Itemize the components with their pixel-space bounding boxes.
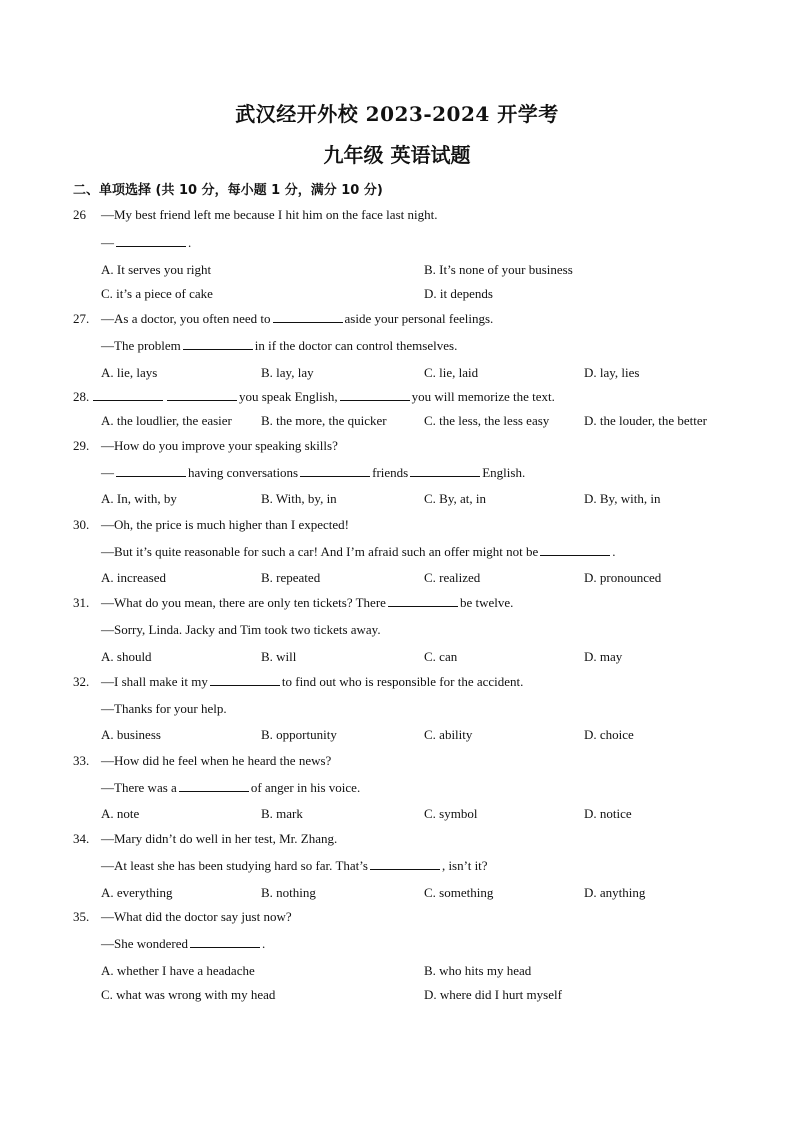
answer-option: D. where did I hurt myself [424, 987, 562, 1002]
answer-option: D. it depends [424, 286, 493, 301]
answer-option: A. note [101, 806, 140, 821]
question-number: 27. [73, 311, 90, 326]
question-line [101, 936, 265, 952]
answer-option: A. should [101, 649, 152, 664]
answer-blank [210, 674, 280, 686]
answer-option: D. choice [584, 727, 634, 742]
question-text: —At least she has been studying hard so far. That’s [101, 858, 368, 873]
question-number: 29. [73, 438, 90, 453]
question-number: 28. [73, 389, 90, 404]
question-text: —Oh, the price is much higher than I expected! [101, 517, 349, 532]
answer-option: B. the more, the quicker [261, 413, 387, 428]
question-text: friends [372, 465, 409, 480]
question-text: —Sorry, Linda. Jacky and Tim took two tickets away. [101, 622, 381, 637]
question-number: 33. [73, 753, 90, 768]
answer-option: A. In, with, by [101, 491, 177, 506]
answer-blank [340, 389, 410, 401]
question-number: 35. [73, 909, 90, 924]
answer-option: B. nothing [261, 885, 316, 900]
answer-blank [370, 858, 440, 870]
question-text: —The problem [101, 338, 181, 353]
question-line [101, 517, 349, 533]
question-line [101, 701, 227, 717]
question-text: . [612, 544, 616, 559]
answer-blank [300, 465, 370, 477]
answer-blank [179, 780, 249, 792]
question-number: 30. [73, 517, 90, 532]
question-text: —What do you mean, there are only ten tickets? There [101, 595, 386, 610]
answer-option: A. It serves you right [101, 262, 212, 277]
answer-option: B. who hits my head [424, 963, 532, 978]
answer-option: B. It’s none of your business [424, 262, 573, 277]
question-line [101, 438, 338, 454]
answer-option: A. increased [101, 570, 166, 585]
answer-option: C. ability [424, 727, 473, 742]
question-text: you speak English, [239, 389, 338, 404]
question-text: —I shall make it my [101, 674, 208, 689]
exam-subtitle: 九年级 英语试题 [323, 143, 471, 167]
question-text: —How do you improve your speaking skills? [101, 438, 338, 453]
question-text: having conversations [188, 465, 299, 480]
question-text: —Thanks for your help. [101, 701, 227, 716]
question-text: . [262, 936, 266, 951]
answer-blank [116, 465, 186, 477]
answer-option: B. repeated [261, 570, 321, 585]
answer-option: C. By, at, in [424, 491, 486, 506]
answer-blank [273, 311, 343, 323]
answer-option: A. lie, lays [101, 365, 158, 380]
question-line [101, 544, 616, 560]
answer-option: B. will [261, 649, 297, 664]
answer-option: C. can [424, 649, 458, 664]
question-text: — [101, 235, 114, 250]
question-number: 32. [73, 674, 90, 689]
section-heading: 二、单项选择 (共 10 分，每小题 1 分，满分 10 分) [73, 183, 383, 198]
question-line [101, 858, 488, 874]
question-line [101, 311, 493, 327]
answer-option: C. something [424, 885, 494, 900]
question-line [101, 235, 191, 251]
question-text: . [188, 235, 192, 250]
answer-option: B. mark [261, 806, 303, 821]
answer-blank [167, 389, 237, 401]
answer-option: D. anything [584, 885, 646, 900]
question-text: —She wondered [101, 936, 189, 951]
question-text: —How did he feel when he heard the news? [101, 753, 332, 768]
question-text: —There was a [101, 780, 177, 795]
question-text: be twelve. [459, 595, 514, 610]
answer-blank [116, 235, 186, 247]
question-text: aside your personal feelings. [344, 311, 494, 326]
question-text: —As a doctor, you often need to [101, 311, 271, 326]
answer-option: A. the loudlier, the easier [101, 413, 232, 428]
question-number: 34. [73, 831, 90, 846]
question-text: —But it’s quite reasonable for such a car! And I’m afraid such an offer might not be [101, 544, 539, 559]
answer-option: C. lie, laid [424, 365, 479, 380]
question-number: 31. [73, 595, 90, 610]
answer-blank [410, 465, 480, 477]
question-line [101, 753, 331, 769]
question-text: to find out who is responsible for the accident. [281, 674, 524, 689]
answer-blank [540, 544, 610, 556]
question-text: you will memorize the text. [411, 389, 555, 404]
question-line [101, 622, 381, 638]
question-text: English. [482, 465, 526, 480]
question-line [93, 389, 555, 405]
question-line [101, 909, 292, 925]
question-text: —Mary didn’t do well in her test, Mr. Zhang. [101, 831, 338, 846]
question-line [101, 674, 523, 690]
answer-option: B. opportunity [261, 727, 337, 742]
question-text: in if the doctor can control themselves. [254, 338, 458, 353]
answer-option: D. lay, lies [584, 365, 640, 380]
answer-option: B. lay, lay [261, 365, 314, 380]
answer-option: C. the less, the less easy [424, 413, 550, 428]
question-line [101, 595, 513, 611]
answer-option: D. the louder, the better [584, 413, 707, 428]
answer-option: C. what was wrong with my head [101, 987, 276, 1002]
answer-option: A. everything [101, 885, 173, 900]
answer-blank [190, 936, 260, 948]
question-line [101, 338, 457, 354]
question-line [101, 207, 437, 223]
answer-option: C. realized [424, 570, 481, 585]
answer-option: A. business [101, 727, 161, 742]
answer-option: B. With, by, in [261, 491, 337, 506]
answer-option: C. symbol [424, 806, 478, 821]
answer-blank [93, 389, 163, 401]
question-text: —What did the doctor say just now? [101, 909, 292, 924]
question-line [101, 780, 360, 796]
answer-option: C. it’s a piece of cake [101, 286, 213, 301]
answer-blank [183, 338, 253, 350]
answer-option: D. may [584, 649, 623, 664]
question-text: of anger in his voice. [250, 780, 361, 795]
question-number: 26 [73, 207, 86, 222]
answer-option: D. pronounced [584, 570, 662, 585]
answer-option: D. By, with, in [584, 491, 661, 506]
question-line [101, 831, 337, 847]
question-text: —My best friend left me because I hit him on the face last night. [101, 207, 438, 222]
question-line [101, 465, 525, 481]
question-text: , isn’t it? [441, 858, 488, 873]
question-text: — [101, 465, 114, 480]
exam-title: 武汉经开外校 2023-2024 开学考 [235, 102, 559, 126]
answer-blank [388, 595, 458, 607]
answer-option: D. notice [584, 806, 632, 821]
answer-option: A. whether I have a headache [101, 963, 255, 978]
